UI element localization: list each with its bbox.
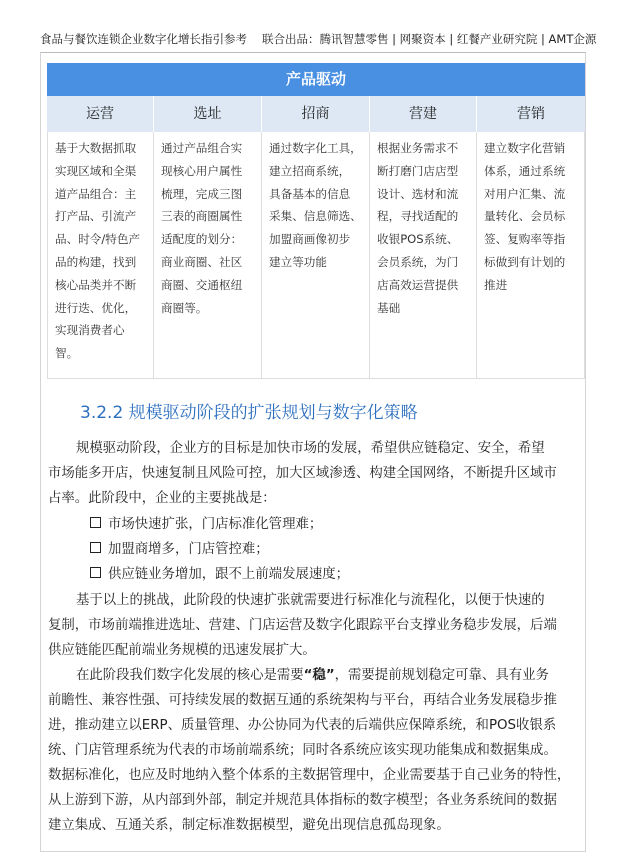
cell-line: 实现消费者心智。 [55,323,125,361]
paragraph-line: 市场能多开店，快速复制且风险可控，加大区域渗透、构建全国网络，不断提升区域市 [48,466,557,481]
cell-line: 建立等功能 [269,254,327,269]
column-header-xuanzhi: 选址 [154,96,262,132]
cell-line: 梳理，完成三图 [161,186,243,201]
cell-line: 三表的商圈属性 [161,209,243,224]
cell-line: 推进 [484,277,508,292]
paragraph-line: 建立集成、互通关系，制定标准数据模型，避免出现信息孤岛现象。 [48,818,450,833]
column-header-yingjian: 营建 [370,96,477,132]
paragraph-line: 前瞻性、兼容性强、可持续发展的数据互通的系统架构与平台，再结合业务发展稳步推 [48,693,557,708]
cell-line: 道产品组合：主 [55,186,137,201]
table-cell-zhaoshang [262,132,370,379]
paragraph-line: 进，推动建立以ERP、质量管理、办公协同为代表的后端供应保障系统，和POS收银系 [48,718,557,733]
column-header-zhaoshang: 招商 [262,96,370,132]
cell-line: 采集、信息筛选、 [269,209,362,224]
table-cell-yunying [47,132,154,379]
bullet-text: 供应链业务增加，跟不上前端发展速度； [108,567,350,582]
section-heading: 3.2.2 规模驱动阶段的扩张规划与数字化策略 [80,403,418,423]
table-title: 产品驱动 [47,63,585,96]
bullet-text: 加盟商增多，门店管控难； [108,542,269,557]
cell-line: 建立数字化营销 [484,141,566,155]
emphasis-text: “稳” [303,668,335,683]
cell-line: 建立招商系统， [269,163,351,178]
table-header-row [47,96,585,132]
producers-line: 联合出品：腾讯智慧零售 | 网聚资本 | 红餐产业研究院 | AMT企源 [262,32,597,46]
paragraph-line: 占率。此阶段中，企业的主要挑战是： [48,491,276,506]
cell-line: 现核心用户属性 [161,163,243,178]
paragraph-line: 规模驱动阶段，企业方的目标是加快市场的发展，希望供应链稳定、安全，希望 [76,441,545,456]
cell-line: 核心品类并不断 [55,277,137,292]
cell-line: 标做到有计划的 [484,254,566,269]
bullet-text: 市场快速扩张，门店标准化管理难； [108,517,323,532]
table-body-row [47,132,585,379]
cell-line: 基础 [377,300,401,315]
paragraph-line: 从上游到下游，从内部到外部，制定并规范具体指标的数字模型；各业务系统间的数据 [48,793,557,808]
text-run: ，需要提前规划稳定可靠、具有业务 [334,668,549,683]
cell-line: 签、复购率等指 [484,232,566,247]
cell-line: 商圈、交通枢纽 [161,277,243,292]
cell-line: 打产品、引流产 [55,209,137,224]
cell-line: 根据业务需求不 [377,141,459,155]
cell-line: 通过数字化工具， [269,141,362,155]
cell-line: 量转化、会员标 [484,209,566,224]
paragraph-line: 复制，市场前端推进选址、营建、门店运营及数字化跟踪平台支撑业务稳步发展，后端 [48,618,557,633]
cell-line: 商业商圈、社区 [161,254,243,269]
checkbox-bullet-icon [90,517,101,528]
bullet-item [90,513,322,532]
paragraph-line [76,664,549,683]
cell-line: 品、时令/特色产 [55,232,141,247]
table-cell-yingjian [370,132,477,379]
paragraph-line: 数据标准化，也应及时地纳入整个体系的主数据管理中，企业需要基于自己业务的特性， [48,768,571,783]
cell-line: 断打磨门店店型 [377,163,459,178]
paragraph-line: 统、门店管理系统为代表的市场前端系统；同时各系统应该实现功能集成和数据集成。 [48,743,557,758]
table-cell-xuanzhi [154,132,262,379]
cell-line: 商圈等。 [161,300,208,315]
cell-line: 通过产品组合实 [161,141,243,155]
cell-line: 收银POS系统、 [377,232,459,247]
cell-line: 程，寻找适配的 [377,209,459,224]
text-run: 在此阶段我们数字化发展的核心是需要 [76,668,304,683]
cell-line: 具备基本的信息 [269,186,351,201]
cell-line: 体系，通过系统 [484,163,566,178]
cell-line: 设计、选材和流 [377,186,459,201]
cell-line: 店高效运营提供 [377,277,459,292]
cell-line: 适配度的划分： [161,232,243,247]
cell-line: 对用户汇集、流 [484,186,566,201]
column-header-yunying: 运营 [47,96,154,132]
bullet-item [90,563,349,582]
cell-line: 加盟商画像初步 [269,232,351,247]
page-header [0,0,628,50]
bullet-item [90,538,269,557]
checkbox-bullet-icon [90,542,101,553]
cell-line: 品的构建，找到 [55,254,137,269]
cell-line: 基于大数据抓取 [55,141,137,155]
cell-line: 实现区域和全渠 [55,163,137,178]
column-header-yingxiao: 营销 [477,96,585,132]
paragraph-line: 基于以上的挑战，此阶段的快速扩张就需要进行标准化与流程化，以便于快速的 [76,593,545,608]
doc-title: 食品与餐饮连锁企业数字化增长指引参考 [40,32,247,46]
cell-line: 进行迭、优化， [55,300,137,315]
checkbox-bullet-icon [90,567,101,578]
cell-line: 会员系统，为门 [377,254,459,269]
table-cell-yingxiao [477,132,585,379]
paragraph-line: 供应链能匹配前端业务规模的迅速发展扩大。 [48,643,316,658]
